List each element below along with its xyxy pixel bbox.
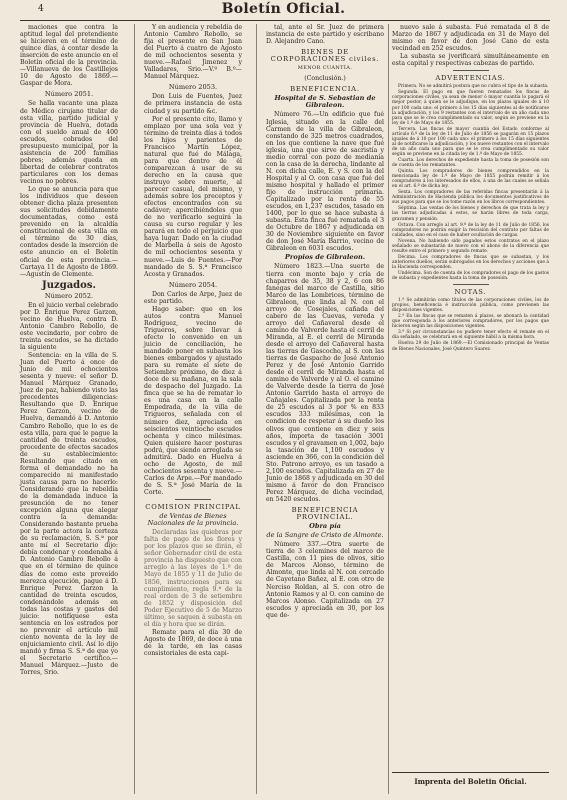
publication-title: Boletín Oficial. [221, 1, 346, 17]
list-item: Tercera. Las fincas de mayor cuantía del Estado conforme al artículo 6.º de la ley de 11 de Julio de 1856 se pagarán en 15 plazos iguales de á 10 por 100 cada uno: el primero á los 15 días siguientes al de notificarse la adjudicación, y los nueve restantes con el intervalo de un año cada uno para que se le crea cumplimentado su valor según se previene en la citada ley de 1.º de Mayo de 1855. [392, 126, 549, 157]
list-item: Primera. No se admitirá postura que no cubra el tipo de la subasta. [398, 84, 549, 90]
section-subheading: de la Sangre de Cristo de Almonte. [266, 531, 384, 540]
notice-number: Número 2053. [168, 83, 218, 92]
list-item: Quinta. Los compradores de bienes comprendidos en la mencionada ley de 1.º de Mayo de 1855 podrán remitir á los compradores á los interesados de ellos, á una de las cuales se señala en el art. 6.º de dicha ley. [392, 169, 549, 190]
paragraph: En el juicio verbal celebrado por D. Enrique Perez Garzon, vecino de Huelva, contra D. Antonio Cambro Rebollo, de este vecindario, por cobro de treinta escudos, se ha dictado la siguiente [20, 301, 118, 352]
printer-imprint: Imprenta del Boletin Oficial. [414, 777, 527, 786]
column-divider [134, 24, 135, 794]
list-item: Octava. Con arreglo al art. 9.º de la ley de 11 de Julio de 1856, los compradores no podrán exigir la rescisión del contrato por faltas de calidades, sino en el caso de haber ocultación de cargas. [392, 222, 549, 238]
list-item: Novena. No habiendo sido pagados estos contratos en el plazo señalado se subastarán de nuevo con el abono de la diferencia que resulte entre el primero y segundo remate. [392, 238, 549, 254]
section-heading: Juzgados. [42, 279, 96, 291]
list-item: Cuarta. Los derechos de expediente hasta la toma de posesión son de cuenta de los rematantes. [392, 157, 549, 169]
paragraph: Sentencia: en la villa de S. Juan del Puerto á once de Junio de mil ochocientos sesenta y nueve: el señor D. Manuel Márquez Granado, Juez de paz, habiendo visto las precedentes diligencias: Resultando que D. Enrique Perez Garzon, vecino de Huelva, demandó á D. Antonio Cambro Rebollo, que lo es de esta villa, para que le pague la cantidad de treinta escudos, procedente de efectos sacados de su establecimiento: Resultando que citado en forma el demandado no ha comparecido ni manifestado justa causa para no hacerlo: Considerando que la rebeldía de la demandada induce la presunción de no tener excepción alguna que alegar contra la demanda: Considerando bastante prueba por la parte actora la certeza de su reclamación, S. S.ª por ante mí el Secretario dijo: debía condenar y condenaba á D. Antonio Cambro Rebollo á que en el término de quince días de como este proveído merezca ejecución, pague á D. Enrique Perez Garzon la cantidad de treinta escudos, condenándole además en todas las costas y gastos del juicio: notifíquese esta sentencia en los estrados por no prevenir el artículo mil ciento noventa de la ley de enjuiciamiento civil. Así lo dijo mandó y firma S. S.ª de que yo el Secretario certifico.—Manuel Márquez.—Justo de Torres, Srio. [20, 352, 118, 677]
section-subheading: Hospital de S. Sebastian de Gibraleon. [274, 94, 376, 110]
paragraph: Y en audiencia y rebeldía de Antonio Cambro Rebollo, se fija el presente en San Juan del Puerto á cuatro de Agosto de mil ochocientos sesenta y nueve.—Rafael Jimenez y Valladares, Srio.—V.º B.º—Manuel Márquez. [144, 24, 242, 81]
column-divider [256, 24, 257, 794]
section-heading: BIENES DE CORPORACIONES civiles. [270, 48, 380, 64]
column-3 [266, 24, 384, 620]
divider [175, 499, 211, 500]
footer-rule [392, 772, 549, 773]
list-item: Segunda. El pago en que fueren rematados los fincas de corporaciones civiles, ya sean de menor ó mayor cuantía lo pagará el mejor postor, á quien se le adjudique, en los plazos iguales de á 10 por 100 cada uno: el primero á los 15 días siguientes al de notificarse la adjudicación, y los 9 restantes con el intervalo de un año cada uno para que se le crea cumplimentado su valor, según se previene en la ley de 1.º de Mayo de 1855. [392, 90, 549, 126]
section-heading: BENEFICENCIA PROVINCIAL. [291, 506, 359, 522]
paragraph: tal, ante el Sr. Juez de primera instancia de este partido y escribano D. Alejandro Cano. [266, 24, 384, 46]
paragraph: Se halla vacante una plaza de Médico cirujano titular de esta villa, partido judicial y provincia de Huelva, dotada con el sueldo anual de 400 escudos, cobrados del presupuesto municipal, por la asistencia de 200 familias pobres; además queda en libertad de celebrar contratos particulares con los demas vecinos no pobres. [20, 100, 118, 185]
notas-list [392, 298, 549, 351]
paragraph: Número 337.—Otra suerte de tierra de 3 celemines del marco de Castilla, con 11 pies de olivos, sitio de Marcos Alonso, término de Almonte, que linda al N. con cercado de Cayetano Bañez, al E. con otro de Nerciso Roldan, al S. con otro de Antonio Ramos y al O. con camino de Marcos Alonso. Capitalizada en 27 escudos y apreciada en 30, por los que de- [266, 541, 384, 619]
paragraph: Hago saber: que en los autos contra Manuel Rodríguez, vecino de Trigueros, sobre llevar á efecto lo convenido en un juicio de conciliación, he mandado poner en subasta los bienes embargados y ajustado para su remate el siete de Setiembre próximo, de diez á doce de su mañana, en la sala de despacho del Juzgado. La finca que se ha de rematar lo es una casa en la calle Empedrada, de la villa de Trigueros, señalada con el número diez, apreciada en seiscientos veintiocho escudos ochenta y cinco milésimas. Quien quisiere hacer posturas podrá, que siendo arreglada se admitirá. Dado en Huelva á ocho de Agosto, de mil ochocientos sesenta y nueve.—Carlos de Arpe.—Por mandado de S. S.ª José María de la Corte. [144, 305, 242, 496]
list-item: Sexta. Los compradores de las referidas fincas presentarán á la Administración de Hacienda pública los documentos justificativos de sus pagos para que se los tome razón en los libros correspondientes. [392, 190, 549, 206]
paragraph: Número 76.—Un edificio que fué Iglesia, situado en la calle del Carmen de la villa de Gibraleon, constando de 325 metros cuadrados, en los que contiene la nave que fué iglesia, una que sirve de sacristía y medio corral con pozo de medianía con la casa de la derecha, lindante al N. con dicha calle, E. y S. con la del Hospital y al O. con casa que fué del mismo hospital y hallado el primer fijo de instrucción primaria. Capitalizado por la renta de 55 escudos, en 1,237 escudos, tasado en 1400, por lo que se hace subasta á subasta. Esta finca fué rematada el 3 de Octubre de 1867 y adjudicada en 30 de Noviembre siguiente en favor de don José María Barrio, vecino de Gibraleon en 6031 escudos. [266, 111, 384, 253]
section-subheading: Obra pía [309, 522, 341, 531]
section-subheading: Propios de Gibraleon. [284, 253, 366, 262]
list-item: 3.ª Si por circunstancias no pudiere tener efecto el remate en el día señalado, se celebrará en el siguiente hábil a la misma hora. [392, 330, 549, 341]
list-item: Huelva 29 de Julio de 1869.—El Comisionado principal de Ventas de Bienes Nacionales, José Quintero Suarez. [392, 341, 549, 352]
advertencias-list [392, 84, 549, 281]
section-heading: NOTAS. [454, 288, 487, 297]
divider [453, 284, 489, 285]
header-rule [20, 20, 550, 21]
list-item: Undécima. Son de cuenta de los compradores el pago de los gastos de subasta y expedientes hasta la toma de posesión. [392, 270, 549, 282]
section-heading: COMISION PRINCIPAL [145, 503, 241, 512]
paragraph: Don Carlos de Arpe, Juez de este partido. [144, 290, 242, 305]
paragraph: Lo que se anuncia para que los individuos que deseen obtener dicha plaza presenten sus solicitudes debidamente documentadas, como está prevenido en la alcaldía constitucional de esta villa en el término de 30 días, contados desde la inserción de este anuncio en el Boletín oficial de esta provincia.—Cartaya 11 de Agosto de 1869.—Agustín de Clemente. [20, 186, 118, 278]
list-item: Séptima. Las ventas de los bienes y derechos de que trata la ley y las tierras adjudicadas á estos, se harán libres de toda carga, gravamen y pensión. [392, 206, 549, 222]
masthead [0, 0, 567, 20]
divider [453, 70, 489, 71]
notice-number: Número 2052. [44, 291, 94, 300]
list-item: 1.ª Se admitirán como títulos de las corporaciones civiles, los de propios, beneficencia é instrucción pública, como previenen las disposiciones vigentes. [392, 298, 549, 314]
paragraph: Declaradas las quiebras por falta de pago de los flores y por los plazos que se dirán, el señor Gobernador civil de esta provincia ha dispuesto que con arreglo á las leyes de 1.º de Mayo de 1855 y 11 de Julio de 1856, instrucciones para su cumplimiento, regla 9.ª de la real orden de 3 de setiembre de 1852 y disposición del Poder Ejecutivo de 5 de Marzo último, se saquen á subasta en el día y hora que se dirán. [144, 529, 242, 628]
section-heading: ADVERTENCIAS. [435, 74, 506, 83]
section-subheading: MENOR CUANTÍA. [297, 65, 353, 72]
page-number: 4 [38, 4, 44, 14]
list-item: Décima. Los compradores de fincas que se subastan, y los anteriores dueños, serán subrogados en los derechos y acciones que á la Hacienda corresponden. [392, 254, 549, 270]
notice-number: Número 2051. [44, 90, 94, 99]
paragraph: La subasta se jverificará simultáneamente en esta capital y respectivas cabezas de partido. [392, 53, 549, 68]
column-1 [20, 24, 118, 677]
paragraph: Don Luis de Fuentes, Juez de primera instancia de esta ciudad y su partido &c. [144, 93, 242, 115]
notice-number: Número 2054. [168, 280, 218, 289]
column-2 [144, 24, 242, 658]
paragraph: Por el presente cito, llamo y emplazo por una sola vez y término de treinta días á todos los hijos y parientes de Francisco Martín López, natural que fué de Málaga, para que dentro de él comparezcan á usar de su derecho en la causa que instruyo sobre muerte, al parecer casual, del mismo, y además sobre los preceptos y efectos encontrados con su cadáver; apercibiéndoles que de no verificarlo seguirá la causa su curso regular y les parará en todo el perjuicio que haya lugar. Dado en la ciudad de Marbella á seis de Agosto de mil ochocientos sesenta y nueve.—Luis de Fuentes.—Por mandado de S. S.ª Francisco Acosta y Granados. [144, 115, 242, 278]
section-heading: BENEFICENCIA. [290, 85, 360, 94]
section-subheading: de Ventas de Bienes Nacionales de la provincia. [147, 512, 239, 528]
column-divider [388, 24, 389, 794]
paragraph: Remate para el día 30 de Agosto de 1869, de doce á una de la tarde, en las casas consistoriales de esta capi- [144, 628, 242, 657]
list-item: 2.ª En las fincas que se rematen á plazos, se abonará la cantidad que corresponda á los anteriores compradores, por los pagos que hicieron según las disposiciones vigentes. [392, 314, 549, 330]
column-4 [392, 24, 549, 353]
paragraph: nuevo sale á subasta. Fué rematada el 8 de Marzo de 1867 y adjudicada en 31 de Mayo del mismo en favor de don José Cano de esta vecindad en 252 escudos. [392, 24, 549, 53]
section-subheading: (Conclusión.) [304, 75, 346, 83]
paragraph: maciones que contra la aptitud legal del pretendiente se hicieren en el término de quince días, á contar desde la inserción de este anuncio en el Boletín oficial de la provincia.—Villanueva de los Castillejos 10 de Agosto de 1869.—Gaspar de Mora. [20, 24, 118, 88]
paragraph: Número 1823.—Una suerte de tierra con monte bajo y cría de chaparros de 35, 38 y 2, 6 con 86 fanegas del marco de Castilla, sitio Marco de las Lombrices, término de Gibraleon, que linda al N. con el arroyo de Cosejales, cañada del cabero de las Cuevas, vereda y arroyo del Cañaveral desde el camino de Valverde hasta el cerril de Miranda, al E. el cerril de Miranda desde el arroyo del Cañaveral hasta las tierras de Gascocho, al S. con las tierras de Gaspacho de José Antonio Perez y de José Antonio Garrido desde el cerril de Miranda hasta el camino de Valverde y al O. el camino de Valverde desde la tierra de José Antonio Garrido hasta el arroyo de Cañajales. Capitalizada por la renta de 25 escudos al 3 por % en 833 escudos 333 milésimas, con la condicion de respetar á su dueño los olivos que contiene en diez y seis años, importa de tasación 3001 escudos y el gravamen en 1,002, bajo la tasación de 1,100 escudos y asciende en 366, con la condición del Sto. Patrono arroyo, es un tasado a 2,100 escudos. Capitalizada en 27 de Junio de 1868 y adjudicada en 30 del mismo á favor de don Francisco Perez Márquez, de dicha vecindad, en 5420 escudos. [266, 263, 385, 503]
